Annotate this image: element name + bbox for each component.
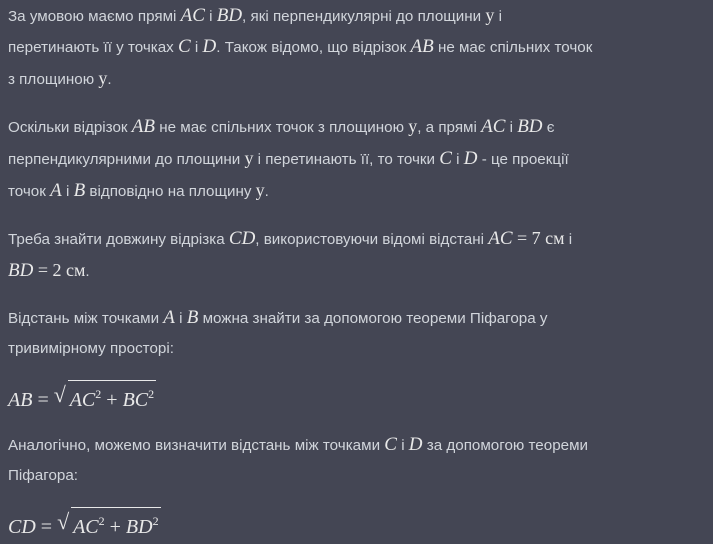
math-ac: AC — [488, 228, 513, 249]
text: Треба знайти довжину відрізка — [8, 231, 229, 248]
paragraph-3 — [8, 223, 699, 287]
text: тривимірному просторі: — [8, 340, 174, 357]
exponent: 2 — [148, 387, 155, 401]
term-bd: BD — [125, 516, 153, 538]
paragraph-1 — [8, 0, 699, 95]
math-c: C — [439, 148, 452, 169]
math-ac: AC — [481, 116, 506, 137]
exponent: 2 — [98, 514, 105, 528]
plus-sign: + — [104, 516, 126, 538]
text: перпендикулярними до площини — [8, 151, 245, 168]
text: За умовою маємо прямі — [8, 8, 181, 25]
text: , які перпендикулярні до площини — [242, 8, 486, 25]
exponent: 2 — [95, 387, 102, 401]
text: і — [204, 8, 217, 25]
text: можна знайти за допомогою теореми Піфагора у — [198, 310, 548, 327]
math-a: A — [50, 180, 62, 201]
math-a: A — [163, 307, 175, 328]
math-c: C — [178, 36, 191, 57]
term-ac: AC — [69, 389, 96, 411]
sqrt-symbol — [57, 507, 161, 544]
text: . — [107, 71, 112, 88]
paragraph-2 — [8, 111, 699, 207]
text: за допомогою теореми — [422, 437, 589, 454]
math-cd: CD — [228, 228, 256, 249]
math-b: B — [73, 180, 86, 201]
math-ab: AB — [131, 116, 155, 137]
sqrt-symbol — [54, 380, 156, 417]
text: і — [494, 8, 502, 25]
text: . Також відомо, що відрізок — [216, 39, 411, 56]
math-ab: AB — [410, 36, 434, 57]
paragraph-5 — [8, 430, 699, 491]
text: Піфагора: — [8, 467, 78, 484]
text: з площиною — [8, 71, 99, 88]
text: і — [61, 183, 74, 200]
term-ac: AC — [73, 516, 99, 538]
math-d: D — [463, 148, 478, 169]
text: точок — [8, 183, 51, 200]
math-d: D — [202, 36, 217, 57]
text: перетинають її у точках — [8, 39, 178, 56]
math-bd: BD — [8, 260, 34, 281]
text: і перетинають її, то точки — [253, 151, 440, 168]
text: і — [451, 151, 464, 168]
math-ac-value: = 7 см — [512, 228, 565, 248]
text: Аналогічно, можемо визначити відстань між точками — [8, 437, 385, 454]
radicand — [68, 380, 156, 413]
equation-ab — [8, 380, 699, 414]
text: є — [542, 119, 555, 136]
text: і — [505, 119, 518, 136]
math-b: B — [186, 307, 199, 328]
math-y: y — [485, 5, 495, 25]
text: і — [174, 310, 187, 327]
math-y: y — [244, 148, 254, 168]
math-ac: AC — [180, 5, 205, 26]
math-bd: BD — [216, 5, 243, 26]
text: . — [85, 263, 90, 280]
text: Відстань між точками — [8, 310, 164, 327]
math-bd-value: = 2 см — [33, 260, 86, 280]
math-y: y — [255, 180, 265, 200]
exponent: 2 — [152, 514, 159, 528]
paragraph-4 — [8, 303, 699, 364]
math-y: y — [98, 68, 108, 88]
text: . — [264, 183, 269, 200]
equation-cd — [8, 507, 699, 541]
text: відповідно на площину — [85, 183, 256, 200]
eq-lhs: CD — [8, 516, 36, 538]
math-d: D — [408, 434, 423, 455]
math-c: C — [384, 434, 397, 455]
math-y: y — [408, 116, 418, 136]
text: Оскільки відрізок — [8, 119, 132, 136]
eq-sign: = — [32, 389, 54, 411]
text: і — [190, 39, 203, 56]
term-bc: BC — [122, 389, 149, 411]
text: і — [564, 231, 573, 248]
plus-sign: + — [101, 389, 123, 411]
eq-sign: = — [35, 516, 58, 538]
text: і — [396, 437, 409, 454]
text: не має спільних точок — [433, 39, 593, 56]
math-bd: BD — [517, 116, 543, 137]
text: не має спільних точок з площиною — [155, 119, 409, 136]
radicand — [71, 507, 161, 540]
text: - це проекції — [477, 151, 569, 168]
eq-lhs: AB — [8, 389, 33, 411]
text: , використовуючи відомі відстані — [255, 231, 489, 248]
text: , а прямі — [417, 119, 482, 136]
